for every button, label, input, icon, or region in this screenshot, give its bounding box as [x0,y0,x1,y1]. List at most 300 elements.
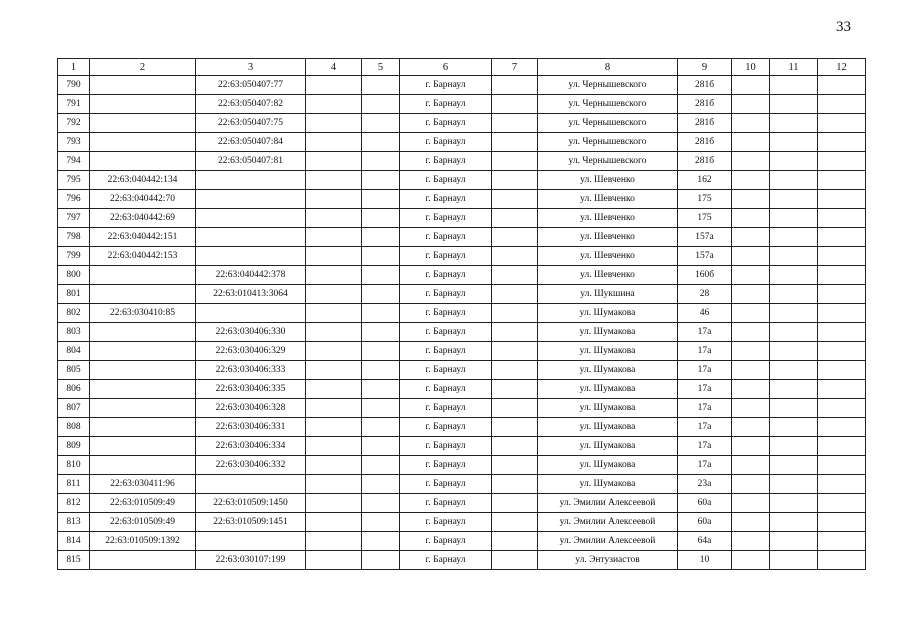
col-cadastral-object-cell [196,228,306,247]
column-header-4: 4 [306,59,362,76]
col-4-cell [306,152,362,171]
col-cadastral-object-cell: 22:63:030406:334 [196,437,306,456]
col-12-cell [818,171,866,190]
table-row [58,152,866,171]
col-12-cell [818,304,866,323]
col-12-cell [818,285,866,304]
col-cadastral-land-cell: 22:63:040442:153 [90,247,196,266]
col-12-cell [818,399,866,418]
col-city-cell: г. Барнаул [400,380,492,399]
col-number-cell: 804 [58,342,90,361]
col-7-cell [492,475,538,494]
col-cadastral-object-cell: 22:63:030406:332 [196,456,306,475]
col-cadastral-object-cell: 22:63:050407:82 [196,95,306,114]
col-number-cell: 797 [58,209,90,228]
column-header-11: 11 [770,59,818,76]
col-4-cell [306,266,362,285]
col-cadastral-land-cell [90,342,196,361]
col-city-cell: г. Барнаул [400,551,492,570]
col-street-cell: ул. Чернышевского [538,95,678,114]
col-cadastral-object-cell: 22:63:010509:1451 [196,513,306,532]
col-city-cell: г. Барнаул [400,285,492,304]
col-cadastral-object-cell: 22:63:030406:335 [196,380,306,399]
col-cadastral-object-cell: 22:63:050407:81 [196,152,306,171]
col-number-cell: 801 [58,285,90,304]
table-row [58,342,866,361]
table-row [58,551,866,570]
col-cadastral-object-cell [196,532,306,551]
col-number-cell: 810 [58,456,90,475]
col-street-cell: ул. Шевченко [538,190,678,209]
col-10-cell [732,228,770,247]
col-street-cell: ул. Шевченко [538,209,678,228]
col-10-cell [732,513,770,532]
col-city-cell: г. Барнаул [400,456,492,475]
col-street-cell: ул. Шумакова [538,437,678,456]
col-number-cell: 796 [58,190,90,209]
col-10-cell [732,76,770,95]
col-4-cell [306,76,362,95]
col-7-cell [492,95,538,114]
col-4-cell [306,171,362,190]
col-11-cell [770,456,818,475]
col-10-cell [732,190,770,209]
col-number-cell: 809 [58,437,90,456]
column-header-7: 7 [492,59,538,76]
col-5-cell [362,76,400,95]
col-11-cell [770,551,818,570]
col-street-cell: ул. Шумакова [538,399,678,418]
col-house-cell: 162 [678,171,732,190]
col-7-cell [492,228,538,247]
col-5-cell [362,513,400,532]
col-cadastral-land-cell: 22:63:040442:151 [90,228,196,247]
col-number-cell: 798 [58,228,90,247]
col-7-cell [492,342,538,361]
col-street-cell: ул. Чернышевского [538,114,678,133]
col-city-cell: г. Барнаул [400,304,492,323]
col-cadastral-object-cell: 22:63:030406:330 [196,323,306,342]
col-5-cell [362,494,400,513]
table-row [58,494,866,513]
col-house-cell: 17а [678,361,732,380]
col-number-cell: 802 [58,304,90,323]
col-11-cell [770,76,818,95]
col-4-cell [306,114,362,133]
col-11-cell [770,513,818,532]
col-5-cell [362,418,400,437]
col-4-cell [306,323,362,342]
col-cadastral-land-cell [90,76,196,95]
col-7-cell [492,399,538,418]
col-10-cell [732,266,770,285]
col-7-cell [492,532,538,551]
col-12-cell [818,190,866,209]
col-12-cell [818,76,866,95]
col-number-cell: 808 [58,418,90,437]
col-cadastral-object-cell [196,209,306,228]
table-row [58,228,866,247]
col-city-cell: г. Барнаул [400,418,492,437]
col-cadastral-land-cell [90,380,196,399]
col-11-cell [770,532,818,551]
col-house-cell: 175 [678,209,732,228]
column-header-12: 12 [818,59,866,76]
col-cadastral-land-cell [90,266,196,285]
table-row [58,266,866,285]
col-4-cell [306,209,362,228]
table-row [58,247,866,266]
col-12-cell [818,361,866,380]
col-12-cell [818,95,866,114]
col-house-cell: 17а [678,342,732,361]
col-7-cell [492,285,538,304]
col-number-cell: 791 [58,95,90,114]
col-11-cell [770,342,818,361]
column-header-3: 3 [196,59,306,76]
col-11-cell [770,285,818,304]
col-7-cell [492,76,538,95]
col-11-cell [770,475,818,494]
col-4-cell [306,190,362,209]
column-header-1: 1 [58,59,90,76]
col-city-cell: г. Барнаул [400,190,492,209]
col-5-cell [362,209,400,228]
col-street-cell: ул. Эмилии Алексеевой [538,513,678,532]
col-house-cell: 17а [678,399,732,418]
col-5-cell [362,551,400,570]
col-10-cell [732,285,770,304]
col-cadastral-land-cell [90,456,196,475]
col-street-cell: ул. Шумакова [538,304,678,323]
col-number-cell: 803 [58,323,90,342]
col-cadastral-land-cell [90,418,196,437]
col-7-cell [492,551,538,570]
col-street-cell: ул. Шевченко [538,266,678,285]
col-cadastral-object-cell: 22:63:030406:333 [196,361,306,380]
col-city-cell: г. Барнаул [400,95,492,114]
col-10-cell [732,95,770,114]
col-cadastral-land-cell [90,551,196,570]
col-10-cell [732,437,770,456]
col-12-cell [818,114,866,133]
col-cadastral-land-cell [90,114,196,133]
col-house-cell: 23а [678,475,732,494]
col-cadastral-land-cell: 22:63:040442:70 [90,190,196,209]
col-4-cell [306,475,362,494]
col-4-cell [306,456,362,475]
col-street-cell: ул. Чернышевского [538,133,678,152]
col-cadastral-object-cell: 22:63:010413:3064 [196,285,306,304]
col-11-cell [770,399,818,418]
col-7-cell [492,190,538,209]
col-7-cell [492,171,538,190]
col-10-cell [732,380,770,399]
col-12-cell [818,266,866,285]
col-house-cell: 60а [678,513,732,532]
col-10-cell [732,551,770,570]
col-11-cell [770,209,818,228]
column-header-6: 6 [400,59,492,76]
col-4-cell [306,399,362,418]
table-row [58,456,866,475]
table-row [58,323,866,342]
col-city-cell: г. Барнаул [400,532,492,551]
col-number-cell: 794 [58,152,90,171]
col-cadastral-object-cell [196,304,306,323]
col-cadastral-land-cell: 22:63:040442:134 [90,171,196,190]
col-cadastral-land-cell [90,399,196,418]
col-number-cell: 811 [58,475,90,494]
col-house-cell: 64а [678,532,732,551]
col-house-cell: 160б [678,266,732,285]
col-city-cell: г. Барнаул [400,76,492,95]
col-5-cell [362,532,400,551]
col-street-cell: ул. Шукшина [538,285,678,304]
col-5-cell [362,228,400,247]
col-house-cell: 157а [678,247,732,266]
col-11-cell [770,266,818,285]
col-5-cell [362,323,400,342]
col-house-cell: 17а [678,418,732,437]
col-5-cell [362,475,400,494]
col-12-cell [818,532,866,551]
col-city-cell: г. Барнаул [400,114,492,133]
col-cadastral-object-cell [196,171,306,190]
col-10-cell [732,323,770,342]
col-5-cell [362,304,400,323]
col-street-cell: ул. Шумакова [538,456,678,475]
col-city-cell: г. Барнаул [400,342,492,361]
col-house-cell: 17а [678,437,732,456]
col-street-cell: ул. Шевченко [538,228,678,247]
col-house-cell: 28 [678,285,732,304]
col-cadastral-object-cell: 22:63:030406:329 [196,342,306,361]
col-cadastral-land-cell [90,361,196,380]
col-12-cell [818,418,866,437]
col-cadastral-land-cell [90,133,196,152]
col-number-cell: 793 [58,133,90,152]
col-7-cell [492,456,538,475]
col-street-cell: ул. Шумакова [538,323,678,342]
table-row [58,399,866,418]
col-5-cell [362,95,400,114]
col-11-cell [770,380,818,399]
col-street-cell: ул. Шевченко [538,247,678,266]
col-4-cell [306,494,362,513]
col-11-cell [770,323,818,342]
table-row [58,209,866,228]
col-street-cell: ул. Шумакова [538,380,678,399]
table-row [58,114,866,133]
page-number: 33 [836,19,851,35]
col-cadastral-object-cell: 22:63:050407:84 [196,133,306,152]
col-city-cell: г. Барнаул [400,475,492,494]
col-10-cell [732,247,770,266]
col-11-cell [770,228,818,247]
col-5-cell [362,380,400,399]
col-5-cell [362,437,400,456]
col-cadastral-object-cell [196,190,306,209]
col-cadastral-land-cell [90,437,196,456]
col-10-cell [732,494,770,513]
col-number-cell: 795 [58,171,90,190]
col-10-cell [732,133,770,152]
col-12-cell [818,152,866,171]
col-street-cell: ул. Энтузиастов [538,551,678,570]
col-cadastral-land-cell: 22:63:010509:49 [90,494,196,513]
col-5-cell [362,114,400,133]
col-4-cell [306,95,362,114]
col-cadastral-land-cell: 22:63:030410:85 [90,304,196,323]
col-12-cell [818,209,866,228]
col-5-cell [362,152,400,171]
col-city-cell: г. Барнаул [400,494,492,513]
table-row [58,95,866,114]
col-number-cell: 805 [58,361,90,380]
column-header-10: 10 [732,59,770,76]
col-house-cell: 281б [678,152,732,171]
col-10-cell [732,456,770,475]
table-row [58,380,866,399]
table-row [58,418,866,437]
col-house-cell: 10 [678,551,732,570]
col-number-cell: 814 [58,532,90,551]
col-4-cell [306,285,362,304]
col-12-cell [818,228,866,247]
col-cadastral-land-cell: 22:63:010509:49 [90,513,196,532]
col-7-cell [492,380,538,399]
table-row [58,475,866,494]
col-street-cell: ул. Шевченко [538,171,678,190]
col-7-cell [492,266,538,285]
col-street-cell: ул. Чернышевского [538,152,678,171]
col-11-cell [770,114,818,133]
col-10-cell [732,418,770,437]
col-cadastral-land-cell [90,152,196,171]
col-7-cell [492,494,538,513]
col-11-cell [770,190,818,209]
col-12-cell [818,475,866,494]
col-10-cell [732,361,770,380]
col-street-cell: ул. Чернышевского [538,76,678,95]
col-11-cell [770,304,818,323]
table-row [58,190,866,209]
col-cadastral-object-cell: 22:63:030107:199 [196,551,306,570]
table-row [58,133,866,152]
col-4-cell [306,551,362,570]
col-10-cell [732,152,770,171]
column-header-9: 9 [678,59,732,76]
col-city-cell: г. Барнаул [400,266,492,285]
col-12-cell [818,456,866,475]
col-house-cell: 17а [678,380,732,399]
col-12-cell [818,247,866,266]
col-city-cell: г. Барнаул [400,209,492,228]
col-11-cell [770,171,818,190]
col-11-cell [770,247,818,266]
col-4-cell [306,437,362,456]
col-house-cell: 281б [678,133,732,152]
col-5-cell [362,266,400,285]
col-street-cell: ул. Шумакова [538,342,678,361]
col-10-cell [732,475,770,494]
col-city-cell: г. Барнаул [400,133,492,152]
col-4-cell [306,361,362,380]
col-12-cell [818,437,866,456]
col-number-cell: 806 [58,380,90,399]
col-10-cell [732,532,770,551]
col-city-cell: г. Барнаул [400,152,492,171]
col-5-cell [362,171,400,190]
col-cadastral-object-cell: 22:63:050407:75 [196,114,306,133]
col-11-cell [770,133,818,152]
col-11-cell [770,418,818,437]
col-10-cell [732,399,770,418]
col-7-cell [492,361,538,380]
col-house-cell: 60а [678,494,732,513]
col-4-cell [306,342,362,361]
col-house-cell: 281б [678,95,732,114]
col-house-cell: 175 [678,190,732,209]
col-5-cell [362,456,400,475]
property-register-table [57,58,866,570]
col-cadastral-land-cell: 22:63:030411:96 [90,475,196,494]
col-house-cell: 281б [678,76,732,95]
col-11-cell [770,152,818,171]
col-city-cell: г. Барнаул [400,171,492,190]
col-11-cell [770,361,818,380]
col-12-cell [818,342,866,361]
col-12-cell [818,133,866,152]
col-5-cell [362,285,400,304]
col-city-cell: г. Барнаул [400,513,492,532]
col-street-cell: ул. Шумакова [538,418,678,437]
col-cadastral-land-cell [90,285,196,304]
col-12-cell [818,380,866,399]
col-number-cell: 815 [58,551,90,570]
col-5-cell [362,342,400,361]
col-4-cell [306,532,362,551]
col-city-cell: г. Барнаул [400,399,492,418]
col-7-cell [492,133,538,152]
column-header-2: 2 [90,59,196,76]
col-city-cell: г. Барнаул [400,247,492,266]
table-row [58,437,866,456]
col-4-cell [306,228,362,247]
col-12-cell [818,494,866,513]
col-4-cell [306,418,362,437]
col-cadastral-object-cell: 22:63:010509:1450 [196,494,306,513]
col-7-cell [492,513,538,532]
col-cadastral-object-cell [196,475,306,494]
table-row [58,513,866,532]
col-cadastral-land-cell [90,95,196,114]
col-house-cell: 46 [678,304,732,323]
col-house-cell: 281б [678,114,732,133]
col-7-cell [492,209,538,228]
col-7-cell [492,304,538,323]
col-number-cell: 812 [58,494,90,513]
col-7-cell [492,437,538,456]
col-10-cell [732,209,770,228]
col-4-cell [306,380,362,399]
col-cadastral-object-cell: 22:63:040442:378 [196,266,306,285]
table-row [58,171,866,190]
col-4-cell [306,304,362,323]
table-row [58,285,866,304]
col-number-cell: 813 [58,513,90,532]
